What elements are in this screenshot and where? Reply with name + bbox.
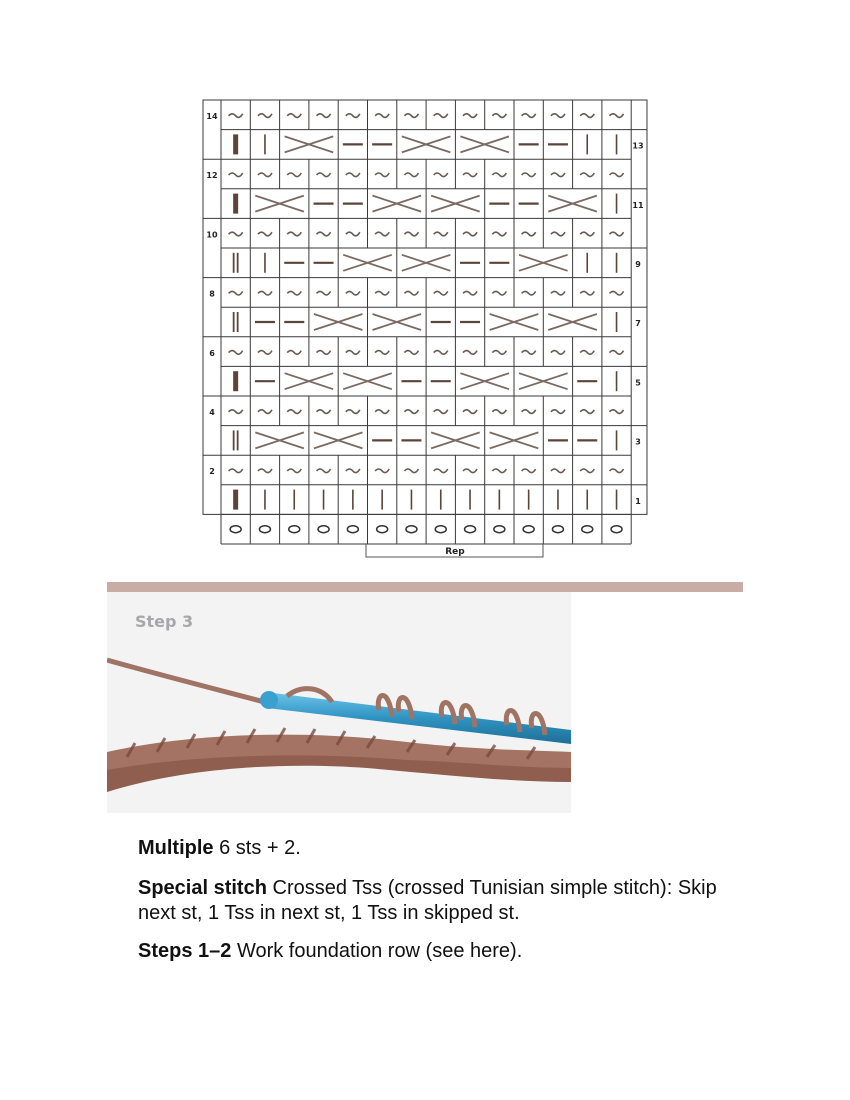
instruction-text: Work foundation row (see here). xyxy=(231,940,523,962)
row-label-left: 10 xyxy=(206,230,218,240)
chain-stitch-icon xyxy=(347,526,358,533)
return-stitch-icon xyxy=(258,114,272,118)
return-stitch-icon xyxy=(404,114,418,118)
return-stitch-icon xyxy=(404,351,418,355)
row-label-left: 12 xyxy=(206,171,218,181)
return-stitch-icon xyxy=(317,469,331,473)
return-stitch-icon xyxy=(580,410,594,414)
return-stitch-icon xyxy=(346,410,360,414)
return-stitch-icon xyxy=(229,232,243,236)
return-stitch-icon xyxy=(346,232,360,236)
chain-stitch-icon xyxy=(318,526,329,533)
return-stitch-icon xyxy=(492,469,506,473)
instruction-label: Special stitch xyxy=(138,877,267,899)
return-stitch-icon xyxy=(229,410,243,414)
return-stitch-icon xyxy=(492,351,506,355)
chain-stitch-icon xyxy=(406,526,417,533)
return-stitch-icon xyxy=(229,114,243,118)
chain-stitch-icon xyxy=(611,526,622,533)
instruction-text: 6 sts + 2. xyxy=(213,837,301,859)
step-label: Step 3 xyxy=(135,612,194,631)
return-stitch-icon xyxy=(375,469,389,473)
row-label-left: 6 xyxy=(209,348,215,358)
chain-stitch-icon xyxy=(494,526,505,533)
return-stitch-icon xyxy=(610,232,624,236)
edge-stitch-icon xyxy=(233,371,238,391)
return-stitch-icon xyxy=(404,410,418,414)
return-stitch-icon xyxy=(551,410,565,414)
return-stitch-icon xyxy=(317,410,331,414)
return-stitch-icon xyxy=(229,173,243,177)
return-stitch-icon xyxy=(434,232,448,236)
return-stitch-icon xyxy=(434,351,448,355)
row-label-right: 1 xyxy=(635,496,641,506)
return-stitch-icon xyxy=(610,410,624,414)
return-stitch-icon xyxy=(434,410,448,414)
return-stitch-icon xyxy=(551,173,565,177)
return-stitch-icon xyxy=(287,232,301,236)
return-stitch-icon xyxy=(287,114,301,118)
return-stitch-icon xyxy=(375,114,389,118)
row-label-left: 2 xyxy=(209,467,215,477)
rep-label: Rep xyxy=(445,547,465,557)
return-stitch-icon xyxy=(610,114,624,118)
return-stitch-icon xyxy=(492,232,506,236)
return-stitch-icon xyxy=(463,173,477,177)
return-stitch-icon xyxy=(522,291,536,295)
instruction-label: Steps 1–2 xyxy=(138,940,232,962)
step-photo xyxy=(107,592,571,813)
return-stitch-icon xyxy=(346,291,360,295)
instruction-text: Crossed Tss (crossed Tunisian simple stitch): Skip next st, 1 Tss in next st, 1 Tss in skipped st. xyxy=(138,877,717,924)
return-stitch-icon xyxy=(317,291,331,295)
return-stitch-icon xyxy=(287,173,301,177)
chain-stitch-icon xyxy=(289,526,300,533)
return-stitch-icon xyxy=(404,232,418,236)
chain-stitch-icon xyxy=(465,526,476,533)
return-stitch-icon xyxy=(580,232,594,236)
return-stitch-icon xyxy=(551,232,565,236)
return-stitch-icon xyxy=(522,351,536,355)
chain-stitch-icon xyxy=(435,526,446,533)
row-label-right: 5 xyxy=(635,378,641,388)
return-stitch-icon xyxy=(522,114,536,118)
return-stitch-icon xyxy=(580,351,594,355)
row-label-left: 4 xyxy=(209,408,215,417)
return-stitch-icon xyxy=(346,114,360,118)
chain-stitch-icon xyxy=(523,526,534,533)
section-divider xyxy=(107,582,743,592)
return-stitch-icon xyxy=(580,173,594,177)
return-stitch-icon xyxy=(229,351,243,355)
return-stitch-icon xyxy=(404,173,418,177)
return-stitch-icon xyxy=(551,351,565,355)
return-stitch-icon xyxy=(551,114,565,118)
return-stitch-icon xyxy=(287,291,301,295)
return-stitch-icon xyxy=(346,173,360,177)
return-stitch-icon xyxy=(317,232,331,236)
return-stitch-icon xyxy=(522,469,536,473)
return-stitch-icon xyxy=(404,291,418,295)
return-stitch-icon xyxy=(258,469,272,473)
return-stitch-icon xyxy=(258,351,272,355)
return-stitch-icon xyxy=(551,291,565,295)
instruction-multiple xyxy=(138,836,758,861)
row-label-right: 7 xyxy=(635,319,641,329)
return-stitch-icon xyxy=(463,410,477,414)
edge-stitch-icon xyxy=(233,134,238,154)
instruction-steps xyxy=(138,939,758,964)
return-stitch-icon xyxy=(492,173,506,177)
row-label-left: 8 xyxy=(209,289,215,299)
return-stitch-icon xyxy=(610,173,624,177)
row-label-right: 3 xyxy=(635,437,641,447)
yarn-strand xyxy=(107,660,272,704)
return-stitch-icon xyxy=(346,469,360,473)
return-stitch-icon xyxy=(434,469,448,473)
return-stitch-icon xyxy=(580,469,594,473)
chain-stitch-icon xyxy=(259,526,270,533)
return-stitch-icon xyxy=(258,291,272,295)
return-stitch-icon xyxy=(287,351,301,355)
return-stitch-icon xyxy=(463,351,477,355)
return-stitch-icon xyxy=(287,469,301,473)
return-stitch-icon xyxy=(463,469,477,473)
return-stitch-icon xyxy=(522,410,536,414)
return-stitch-icon xyxy=(258,232,272,236)
chain-stitch-icon xyxy=(230,526,241,533)
edge-stitch-icon xyxy=(233,194,238,214)
return-stitch-icon xyxy=(551,469,565,473)
return-stitch-icon xyxy=(522,173,536,177)
return-stitch-icon xyxy=(317,173,331,177)
return-stitch-icon xyxy=(375,351,389,355)
chain-stitch-icon xyxy=(582,526,593,533)
return-stitch-icon xyxy=(492,114,506,118)
return-stitch-icon xyxy=(580,114,594,118)
return-stitch-icon xyxy=(434,173,448,177)
return-stitch-icon xyxy=(610,469,624,473)
return-stitch-icon xyxy=(229,469,243,473)
row-label-right: 11 xyxy=(632,200,644,210)
return-stitch-icon xyxy=(434,114,448,118)
return-stitch-icon xyxy=(463,232,477,236)
edge-stitch-icon xyxy=(233,490,238,510)
return-stitch-icon xyxy=(287,410,301,414)
return-stitch-icon xyxy=(375,173,389,177)
return-stitch-icon xyxy=(463,114,477,118)
instruction-label: Multiple xyxy=(138,837,214,859)
instruction-special-stitch xyxy=(138,876,758,926)
return-stitch-icon xyxy=(610,291,624,295)
return-stitch-icon xyxy=(317,114,331,118)
row-label-right: 13 xyxy=(632,141,644,151)
return-stitch-icon xyxy=(317,351,331,355)
return-stitch-icon xyxy=(258,410,272,414)
return-stitch-icon xyxy=(610,351,624,355)
return-stitch-icon xyxy=(463,291,477,295)
return-stitch-icon xyxy=(375,232,389,236)
return-stitch-icon xyxy=(434,291,448,295)
return-stitch-icon xyxy=(375,410,389,414)
return-stitch-icon xyxy=(492,291,506,295)
return-stitch-icon xyxy=(492,410,506,414)
return-stitch-icon xyxy=(258,173,272,177)
row-label-left: 14 xyxy=(206,112,218,121)
return-stitch-icon xyxy=(580,291,594,295)
chain-stitch-icon xyxy=(377,526,388,533)
row-label-right: 9 xyxy=(635,260,641,269)
return-stitch-icon xyxy=(375,291,389,295)
return-stitch-icon xyxy=(346,351,360,355)
chain-stitch-icon xyxy=(552,526,563,533)
return-stitch-icon xyxy=(522,232,536,236)
return-stitch-icon xyxy=(229,291,243,295)
return-stitch-icon xyxy=(404,469,418,473)
